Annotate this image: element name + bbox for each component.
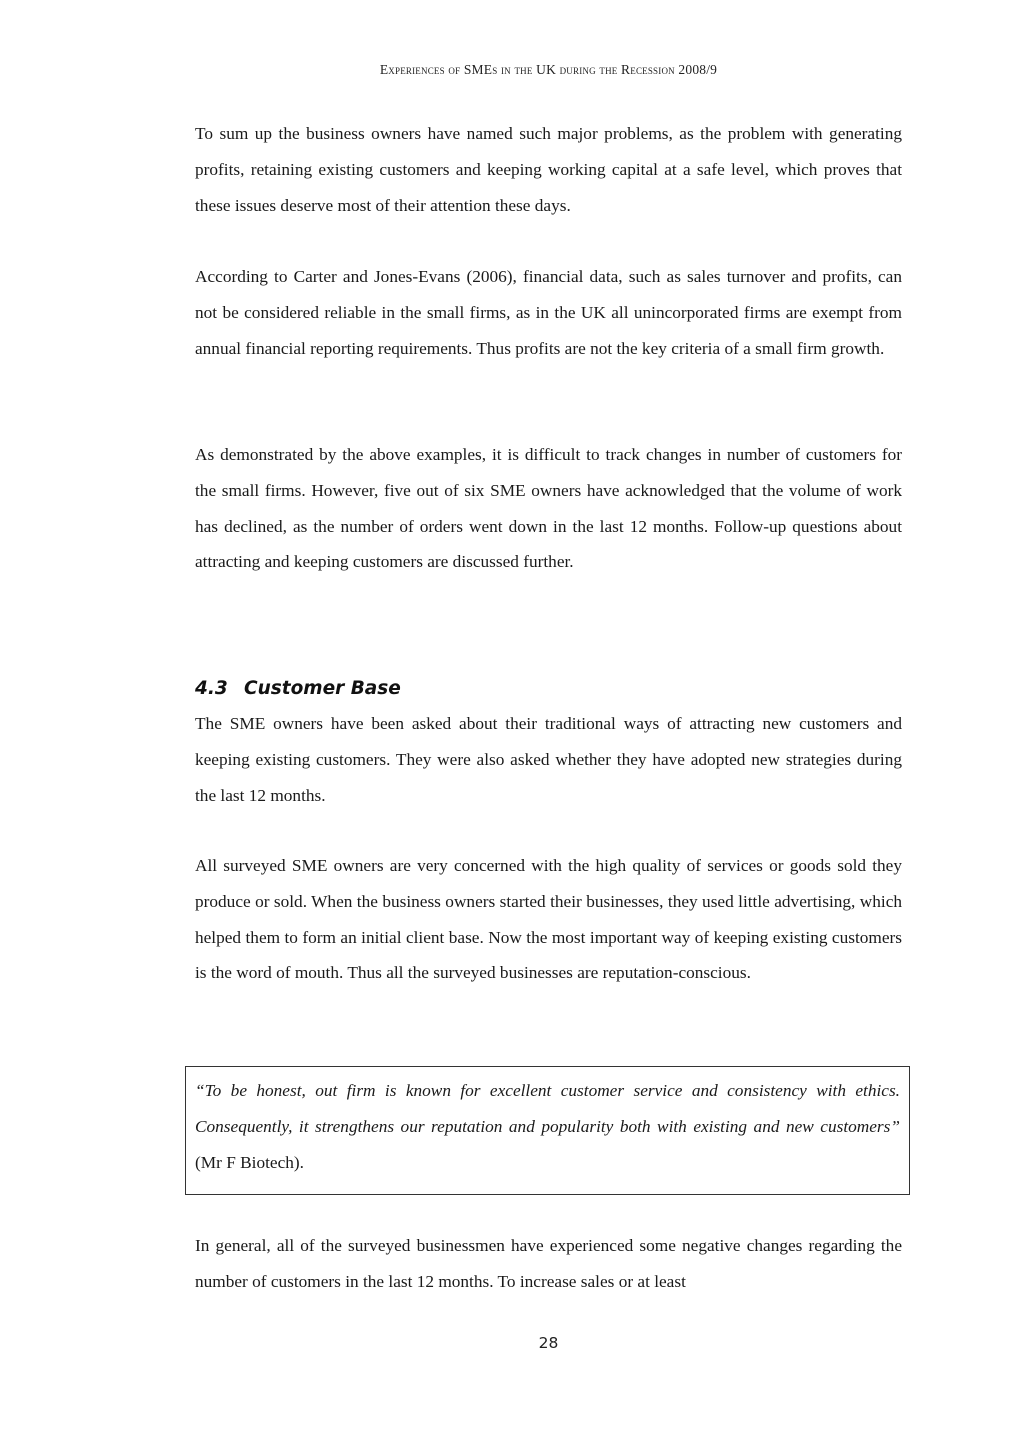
section-heading (195, 678, 401, 699)
quote-attribution: (Mr F Biotech). (195, 1152, 304, 1172)
interview-quote-box (185, 1066, 910, 1195)
paragraph-summary: To sum up the business owners have named such major problems, as the problem with generating profits, retaining existing customers and keeping working capital at a safe level, which proves that these issues deserve most of their attention these days. (195, 124, 902, 215)
section-title: Customer Base (244, 678, 401, 699)
running-header: Experiences of SMEs in the UK during the Recession 2008/9 (379, 62, 718, 77)
paragraph-financial-data: According to Carter and Jones-Evans (2006), financial data, such as sales turnover and profits, can not be considered reliable in the small firms, as in the UK all unincorporated firms are exempt from annual financial reporting requirements. Thus profits are not the key criteria of a small firm growth. (195, 267, 902, 358)
paragraph-service-quality: All surveyed SME owners are very concerned with the high quality of services or goods sold they produce or sold. When the business owners started their businesses, they used little advertising, which helped them to form an initial client base. Now the most important way of keeping existing customers is the word of mouth. Thus all the surveyed businesses are reputation-conscious. (195, 856, 902, 983)
page-number: 28 (538, 1334, 559, 1352)
quote-text: “To be honest, out firm is known for excellent customer service and consistency with ethics. Consequently, it strengthens our reputation and popularity both with existing and new customers” (195, 1081, 900, 1136)
paragraph-customer-tracking: As demonstrated by the above examples, it is difficult to track changes in number of customers for the small firms. However, five out of six SME owners have acknowledged that the volume of work has declined, as the number of orders went down in the last 12 months. Follow-up questions about attracting and keeping customers are discussed further. (195, 445, 902, 572)
section-number: 4.3 (195, 678, 228, 699)
interview-quote (195, 1073, 900, 1180)
paragraph-closing: In general, all of the surveyed businessmen have experienced some negative changes regarding the number of customers in the last 12 months. To increase sales or at least (195, 1236, 902, 1291)
paragraph-customer-base-intro: The SME owners have been asked about their traditional ways of attracting new customers and keeping existing customers. They were also asked whether they have adopted new strategies during the last 12 months. (195, 714, 902, 805)
